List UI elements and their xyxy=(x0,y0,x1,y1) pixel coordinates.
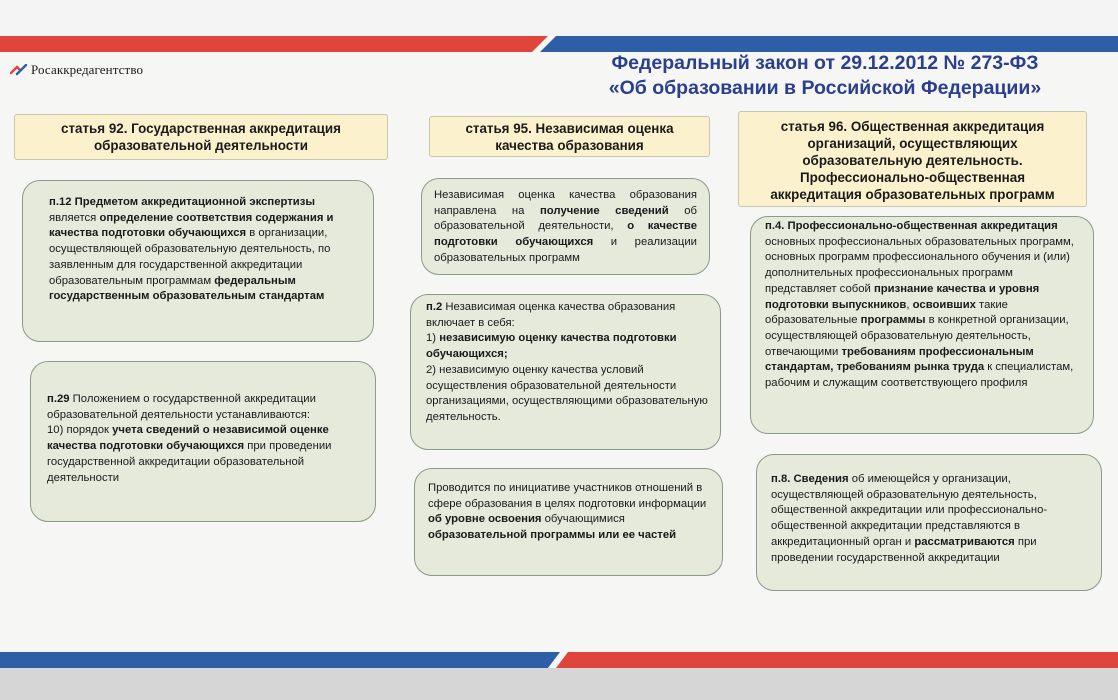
article-92-header: статья 92. Государственная аккредитация образовательной деятельности xyxy=(14,114,388,160)
box-95-initiative: Проводится по инициативе участников отношений в сфере образования в целях подготовки информации об уровне освоения обучающимися образовательной программы или ее частей xyxy=(414,468,723,576)
box-p8-information: п.8. Сведения об имеющейся у организации, осуществляющей образовательную деятельность, общественной аккредитации или профессионально-общественной аккредитации представляются в аккредитационный орган и рассматриваются при проведении государственной аккредитации xyxy=(756,454,1102,591)
logo xyxy=(10,62,143,78)
box-95-p2-includes: п.2 Независимая оценка качества образования включает в себя: 1) независимую оценку качества подготовки обучающихся; 2) независимую оценку качества условий осуществления образовательной деятельности организациями, осуществляющими образовательную деятельность. xyxy=(410,294,721,450)
box-p29-regulation: п.29 Положением о государственной аккредитации образовательной деятельности устанавливаются: 10) порядок учета сведений о независимой оценке качества подготовки обучающихся при проведении государственной аккредитации образовательной деятельности xyxy=(30,361,376,522)
bottom-flag-stripe xyxy=(0,652,1118,668)
title-line-2: «Об образовании в Российской Федерации» xyxy=(608,77,1042,99)
slide-title xyxy=(560,51,1090,101)
article-96-header: статья 96. Общественная аккредитация организаций, осуществляющих образовательную деятельность. Профессионально-общественная аккредитация образовательных программ xyxy=(738,111,1087,207)
top-flag-stripe xyxy=(0,36,1118,52)
title-line-1: Федеральный закон от 29.12.2012 № 273-ФЗ xyxy=(611,52,1039,74)
box-p12-accreditation-subject: п.12 Предметом аккредитационной экспертизы является определение соответствия содержания и качества подготовки обучающихся в организации, осуществляющей образовательную деятельность, по заявленным для государственной аккредитации образовательным программам федеральным государственным образовательным стандартам xyxy=(22,180,374,342)
logo-mark-icon xyxy=(10,64,28,76)
box-p4-professional-accreditation: п.4. Профессионально-общественная аккредитация основных профессиональных образовательных программ, основных программ профессионального обучения и (или) дополнительных профессиональных программ представляет собой признание качества и уровня подготовки выпускников, освоивших такие образовательные программы в конкретной организации, осуществляющей образовательную деятельность, отвечающими требованиям профессиональным стандартам, требованиям рынка труда к специалистам, рабочим и служащим соответствующего профиля xyxy=(750,216,1094,434)
screen-top-bar xyxy=(0,0,1118,36)
box-95-independent-assessment: Независимая оценка качества образования направлена на получение сведений об образовательной деятельности, о качестве подготовки обучающихся и реализации образовательных программ xyxy=(421,178,710,275)
logo-text: Росаккредагентство xyxy=(31,62,144,77)
screen-bottom-bar xyxy=(0,668,1118,700)
article-95-header: статья 95. Независимая оценка качества образования xyxy=(429,116,710,157)
slide xyxy=(0,36,1118,668)
